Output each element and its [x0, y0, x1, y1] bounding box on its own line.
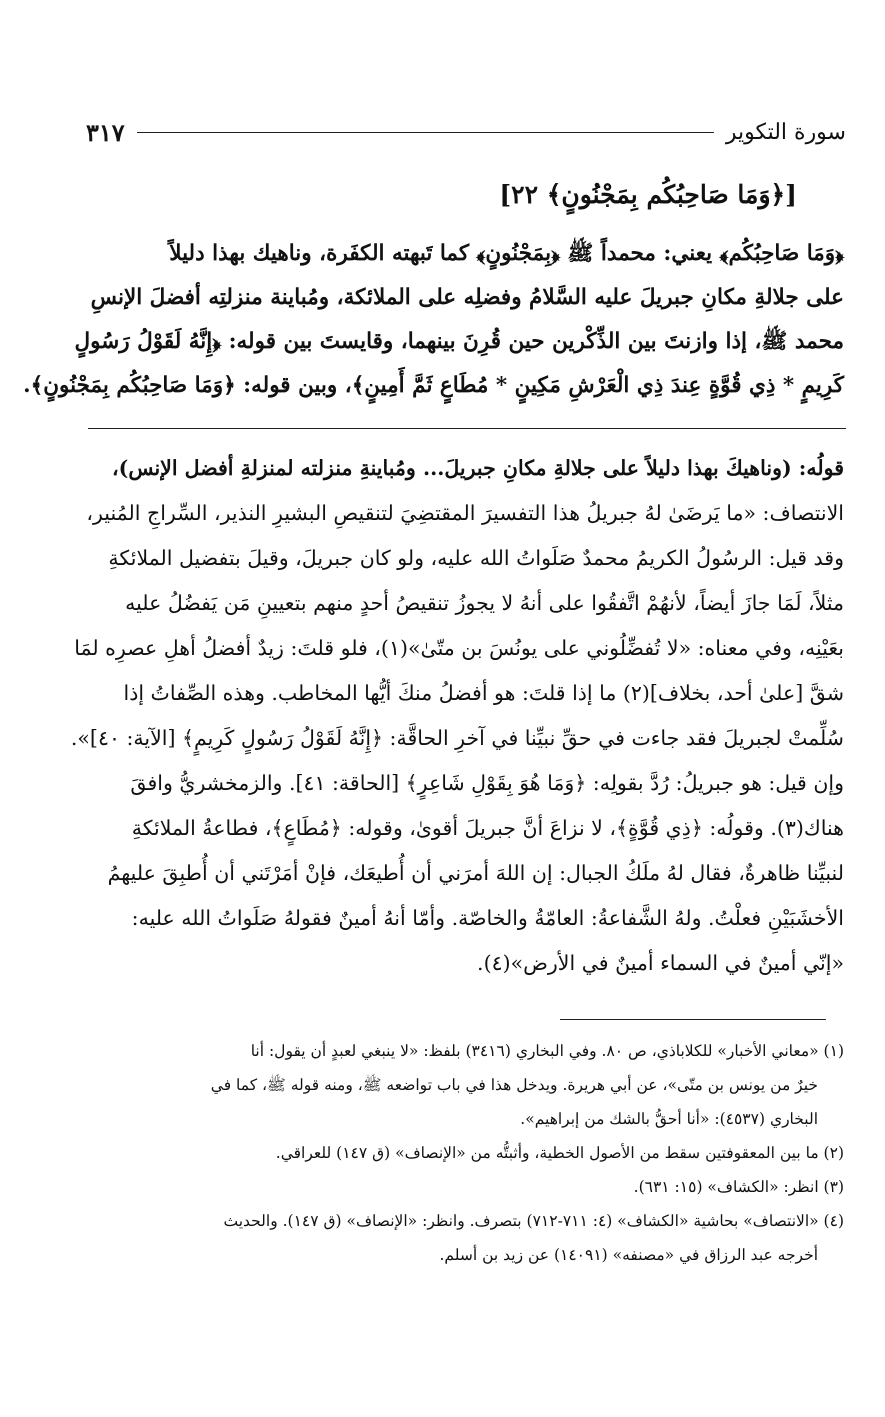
commentary-line: وإن قيل: هو جبريلُ: رُدَّ بقولِه: ﴿وَمَا هُوَ بِقَوْلِ شَاعِرٍ﴾ [الحاقة: ٤١]. والزمخشريُّ وافقَ [130, 771, 844, 795]
footnote-line: خيرٌ من يونس بن متّى»، عن أبي هريرة. ويدخل هذا في باب تواضعه ﷺ، ومنه قوله ﷺ، كما في [210, 1076, 818, 1094]
commentary-text [70, 446, 844, 986]
footnotes [90, 1034, 844, 1272]
tafsir-line: محمد ﷺ، إذا وازنتَ بين الذِّكْرين حين قُرِنَ بينهما، وقايستَ بين قوله: ﴿إِنَّهُ لَقَوْلُ رَسُولٍ [74, 329, 844, 354]
section-divider [88, 428, 846, 429]
commentary-line: الأخشَبَيْنِ فعلْتُ. ولهُ الشَّفاعةُ: العامّةُ والخاصّة. وأمّا أنهُ أمينٌ فقولهُ صَلَواتُ الله عليه: [131, 906, 844, 930]
footnote-line: (٣) انظر: «الكشاف» (١٥: ٦٣١). [633, 1178, 844, 1196]
footnote-line: أخرجه عبد الرزاق في «مصنفه» (١٤٠٩١) عن زيد بن أسلم. [439, 1246, 818, 1264]
footnote-line: البخاري (٤٥٣٧): «أنا أحقُّ بالشك من إبراهيم». [520, 1110, 818, 1128]
footnote-line: (٤) «الانتصاف» بحاشية «الكشاف» (٤: ٧١١-٧١٢) بتصرف. وانظر: «الإنصاف» (ق ١٤٧). والحديث [223, 1212, 844, 1230]
commentary-line: هناك(٣). وقولُه: ﴿ذِي قُوَّةٍ﴾، لا نزاعَ أنَّ جبريلَ أقوىٰ، وقوله: ﴿مُطَاعٍ﴾، فطاعةُ الملائكةِ [131, 816, 844, 840]
tafsir-line: كَرِيمٍ * ذِي قُوَّةٍ عِندَ ذِي الْعَرْشِ مَكِينٍ * مُطَاعٍ ثَمَّ أَمِينٍ﴾، وبين قوله: ﴿وَمَا صَاحِبُكُم بِمَجْنُونٍ﴾. [23, 373, 844, 398]
tafsir-line: على جلالةِ مكانِ جبريلَ عليه السَّلامُ وفضلِه على الملائكة، ومُباينة منزلتِه أفضلَ الإنسِ [90, 285, 844, 310]
tafsir-text [23, 232, 844, 408]
surah-title: سورة التكوير [725, 119, 846, 145]
commentary-line: وقد قيل: الرسُولُ الكريمُ محمدٌ صَلَواتُ الله عليه، ولو كان جبريلَ، وقيلَ بتفضيل الملائكةِ [108, 546, 844, 570]
page-number: ٣١٧ [86, 117, 125, 147]
commentary-line: مثلاً، لَمَا جازَ أيضاً، لأنهُمْ اتَّفقُوا على أنهُ لا يجوزُ تنقيصُ أحدٍ منهم بتعيينِ مَن يَفضُلُ عليه [125, 591, 844, 615]
commentary-line: الانتصاف: «ما يَرضَىٰ لهُ جبريلُ هذا التفسيرَ المقتضِيَ لتنقيصِ البشيرِ النذير، السِّراجِ المُنير، [86, 501, 844, 525]
ayah-reference: [﴿وَمَا صَاحِبُكُم بِمَجْنُونٍ﴾ ٢٢] [499, 180, 797, 209]
footnote-line: (١) «معاني الأخبار» للكلاباذي، ص ٨٠. وفي البخاري (٣٤١٦) بلفظ: «لا ينبغي لعبدٍ أن يقول: أنا [250, 1042, 844, 1060]
commentary-line: بعَيْنِه، وفي معناه: «لا تُفضِّلُوني على يونُسَ بن متّىٰ»(١)، فلو قلتَ: زيدٌ أفضلُ أهلِ عصرِه لمَا [74, 636, 844, 660]
commentary-line: «إنّي أمينٌ في السماء أمينٌ في الأرض»(٤). [477, 951, 844, 975]
tafsir-line: ﴿وَمَا صَاحِبُكُم﴾ يعني: محمداً ﷺ ﴿بِمَجْنُونٍ﴾ كما تَبهته الكفَرة، وناهيك بهذا دليلاً [169, 241, 844, 266]
commentary-line: سُلِّمتْ لجبريلَ فقد جاءت في حقِّ نبيِّنا في آخرِ الحاقَّة: ﴿إِنَّهُ لَقَوْلُ رَسُولٍ كَرِيمٍ﴾ [الآية: ٤٠]». [70, 726, 844, 750]
commentary-line: شقَّ [علىٰ أحد، بخلاف](٢) ما إذا قلتَ: هو أفضلُ منكَ أيُّها المخاطب. وهذه الصِّفاتُ إذا [123, 681, 844, 705]
header-rule [137, 132, 714, 133]
commentary-line: قولُه: (وناهيكَ بهذا دليلاً على جلالةِ مكانِ جبريلَ... ومُباينةِ منزلته لمنزلةِ أفضل الإنس)، [112, 456, 844, 480]
footnote-line: (٢) ما بين المعقوفتين سقط من الأصول الخطية، وأثبتُّه من «الإنصاف» (ق ١٤٧) للعراقي. [275, 1144, 844, 1162]
commentary-line: لنبيِّنا ظاهرةٌ، فقال لهُ ملَكُ الجبال: إن اللهَ أمرَني أن أُطيعَك، فإنْ أمَرْتَني أن أُطبِقَ عليهمُ [107, 861, 844, 885]
footnote-divider [560, 1019, 826, 1020]
page-header [86, 112, 846, 152]
